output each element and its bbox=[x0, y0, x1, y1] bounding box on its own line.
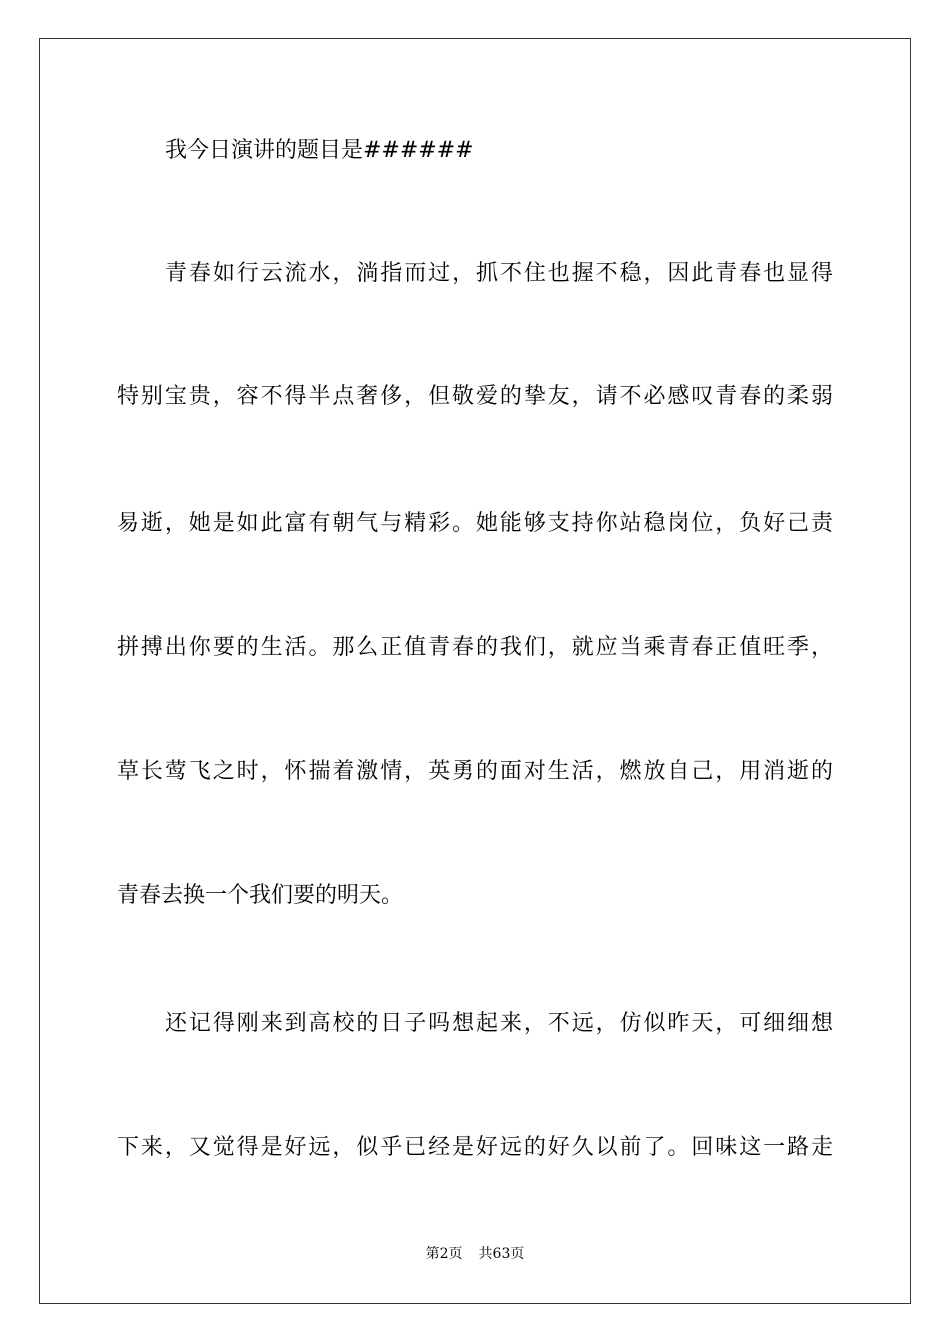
paragraph-line: 青春如行云流水，淌指而过，抓不住也握不稳，因此青春也显得 bbox=[165, 261, 833, 286]
page-border bbox=[39, 38, 911, 1304]
page-total: 共63页 bbox=[478, 1246, 525, 1262]
paragraph-line: 特别宝贵，容不得半点奢侈，但敬爱的挚友，请不必感叹青春的柔弱 bbox=[117, 384, 833, 409]
paragraph-line: 易逝，她是如此富有朝气与精彩。她能够支持你站稳岗位，负好己责 bbox=[117, 511, 833, 536]
paragraph-line: 青春去换一个我们要的明天。 bbox=[117, 883, 404, 908]
page-number: 第2页 bbox=[425, 1246, 463, 1262]
paragraph-line-title: 我今日演讲的题目是###### bbox=[165, 138, 474, 163]
paragraph-line: 草长莺飞之时，怀揣着激情，英勇的面对生活，燃放自己，用消逝的 bbox=[117, 759, 833, 784]
page-footer bbox=[0, 1244, 950, 1264]
paragraph-line: 还记得刚来到高校的日子吗想起来，不远，仿似昨天，可细细想 bbox=[165, 1011, 833, 1036]
paragraph-line: 下来，又觉得是好远，似乎已经是好远的好久以前了。回味这一路走 bbox=[117, 1135, 833, 1160]
paragraph-line: 拼搏出你要的生活。那么正值青春的我们，就应当乘青春正值旺季， bbox=[117, 635, 833, 660]
